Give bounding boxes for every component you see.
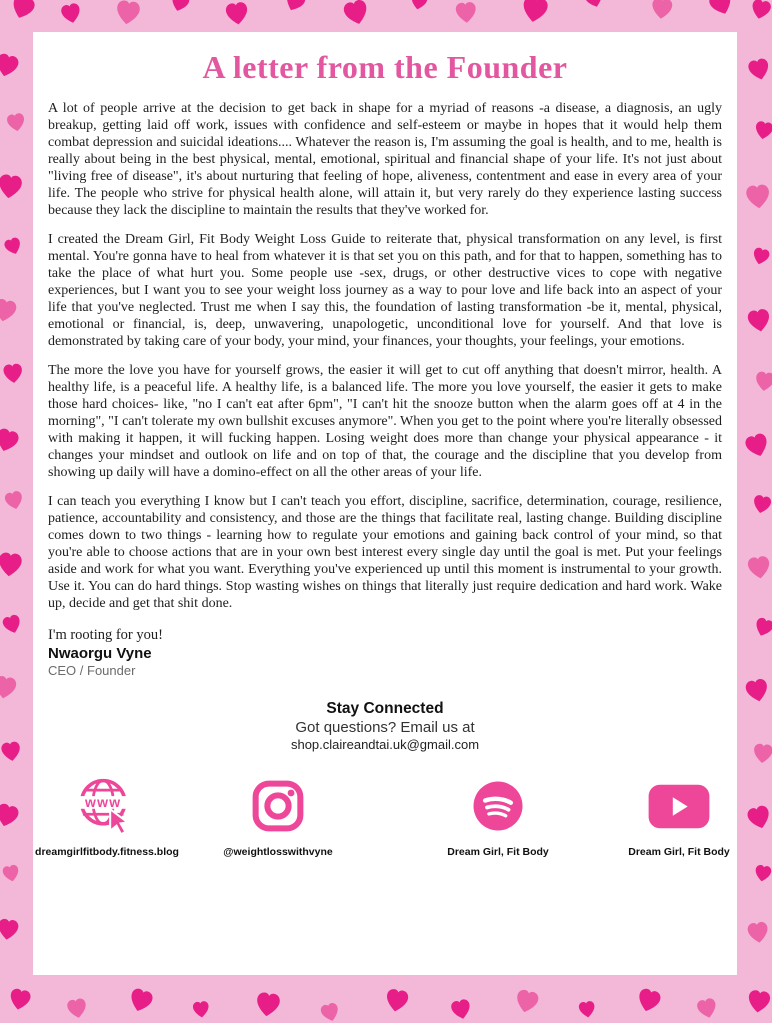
instagram-handle-label: @weightlosswithvyne (223, 846, 333, 858)
heart-decoration (1, 741, 22, 762)
founder-name: Nwaorgu Vyne (48, 645, 152, 662)
heart-decoration (225, 1, 249, 25)
spotify-icon[interactable] (470, 771, 526, 841)
heart-decoration (283, 0, 307, 14)
heart-decoration (66, 998, 87, 1020)
website-globe-icon[interactable] (74, 771, 140, 841)
heart-decoration (747, 989, 771, 1013)
heart-decoration (6, 112, 26, 132)
social-website[interactable] (33, 771, 197, 858)
heart-decoration (753, 616, 772, 638)
spotify-label: Dream Girl, Fit Body (447, 846, 549, 858)
signoff-message: I'm rooting for you! (48, 627, 163, 643)
heart-decoration (3, 236, 23, 256)
youtube-label: Dream Girl, Fit Body (628, 846, 730, 858)
signoff-block (48, 626, 722, 679)
heart-decoration (514, 988, 540, 1014)
heart-decoration (578, 1000, 596, 1018)
heart-decoration (744, 432, 771, 459)
heart-decoration (192, 1001, 209, 1018)
website-label: dreamgirlfitbody.fitness.blog (35, 846, 179, 858)
heart-decoration (0, 427, 20, 454)
heart-decoration (255, 992, 281, 1018)
heart-decoration (385, 988, 410, 1013)
heart-decoration (0, 918, 19, 941)
stay-connected-heading: Stay Connected (326, 700, 444, 717)
social-links-row (35, 771, 730, 867)
heart-decoration (753, 743, 772, 764)
heart-decoration (754, 864, 772, 882)
heart-decoration (8, 988, 32, 1012)
heart-decoration (744, 678, 769, 704)
heart-decoration (410, 0, 429, 11)
heart-decoration (636, 987, 662, 1014)
heart-decoration (747, 555, 771, 579)
stay-connected-subheading: Got questions? Email us at (295, 719, 475, 736)
heart-decoration (0, 174, 23, 200)
heart-decoration (342, 0, 370, 27)
heart-decoration (450, 998, 472, 1020)
heart-decoration (754, 371, 772, 392)
heart-decoration (1, 614, 23, 636)
heart-decoration (747, 308, 772, 333)
heart-decoration (3, 363, 23, 384)
instagram-icon[interactable] (249, 771, 307, 841)
founder-role: CEO / Founder (48, 663, 136, 678)
letter-paragraph-1: A lot of people arrive at the decision to get back in shape for a myriad of reasons -a disease, a diagnosis, an ugly breakup, getting laid off work, issues with confidence and self-esteem or maybe in hopes that it would help them combat depression and suicidal ideations.... Whatever the reason is, I'm assuming the goal is health, and to me, health is really about being in the best physical, mental, emotional, spiritual and financial shape of your life. It's not just about "living free of disease", it's about nurturing that feeling of hope, aliveness, contentment and ease in every area of your life. The people who strive for physical health alone, will attain it, but very rarely do they experience lasting success because they lack the discipline to maintain the results that they've worked for. (48, 101, 722, 218)
heart-decoration (583, 0, 605, 9)
heart-decoration (115, 0, 141, 26)
heart-decoration (0, 52, 20, 79)
heart-decoration (0, 675, 17, 700)
letter-paragraph-4: I can teach you everything I know but I can't teach you effort, discipline, sacrifice, determination, courage, resilience, patience, accountability and consistency, and those are the things that facilitate real, lasting change. Building discipline comes down to two things - learning how to regulate your emotions and gaining back control of your mind, so that you're able to choose actions that are in your own best interest every single day until the goal is met. Put your feelings aside and work for what you want. Everything you've experienced up until this moment is instrumental to your growth. Use it. You can do hard things. Stop wasting wishes on things that literally just require dedication and hard work. Wake up, decide and get that shit done. (48, 494, 722, 611)
heart-decoration (4, 490, 25, 511)
letter-paragraph-3: The more the love you have for yourself grows, the easier it will get to cut off anything that doesn't mirror, health. A healthy life, is a peaceful life. A healthy life, is a balanced life. The more you love yourself, the easier it gets to make those hard choices- like, "no I can't eat after 6pm", "I can't hit the snooze button when the alarm goes off at 4 in the morning", "I can't tolerate my own bullshit excuses anymore". When you get to the point where you're literally obsessed with making it happen, it will fucking happen. Losing weight does more than change your physical appearance - it changes your mindset and outlook on life and on top of that, the courage and the discipline that you develop from showing up daily will have a domino-effect on all the other areas of your life. (48, 363, 722, 480)
heart-decoration (2, 864, 21, 883)
heart-decoration (754, 120, 772, 140)
page-title: A letter from the Founder (202, 49, 568, 85)
social-instagram[interactable] (188, 771, 368, 858)
heart-decoration (746, 804, 772, 831)
social-spotify[interactable] (408, 771, 588, 858)
heart-decoration (60, 2, 82, 24)
heart-decoration (127, 987, 154, 1014)
heart-decoration (169, 0, 191, 13)
heart-decoration (455, 2, 477, 24)
heart-decoration (0, 802, 20, 829)
heart-decoration (320, 1002, 341, 1023)
stay-connected-block (48, 699, 722, 753)
heart-decoration (752, 494, 772, 515)
letter-paragraph-2: I created the Dream Girl, Fit Body Weight Loss Guide to reiterate that, physical transformation on any level, is first mental. You're gonna have to heal from whatever it is that set you on this path, and for that to happen, something has to take the place of what hurt you. Some people use -sex, drugs, or other destructive vices to cope with negative experiences, but I want you to see your weight loss journey as a way to pour love and life back into an aspect of your life that you've neglected. Trust me when I say this, the foundation of lasting transformation -be it, mental, physical, emotional or financial, is, deep, unwavering, unapologetic, unconditional love for yourself. And that love is demonstrated by taking care of your body, your mind, your finances, your thoughts, your feelings, your emotions. (48, 232, 722, 349)
heart-decoration (651, 0, 673, 20)
heart-decoration (751, 247, 770, 267)
contact-email[interactable]: shop.claireandtai.uk@gmail.com (290, 737, 480, 752)
svg-text:www: www (85, 794, 122, 811)
heart-decoration (747, 57, 771, 82)
heart-decoration (0, 552, 22, 577)
social-youtube[interactable] (589, 771, 737, 858)
heart-decoration (707, 0, 735, 18)
letter-body (48, 100, 722, 612)
heart-decoration (696, 997, 718, 1020)
heart-decoration (747, 921, 769, 944)
heart-decoration (750, 0, 772, 21)
heart-decoration (521, 0, 549, 24)
heart-decoration (746, 184, 771, 209)
heart-decoration (0, 298, 18, 324)
heart-decoration (9, 0, 36, 21)
letter-card (33, 32, 737, 975)
youtube-icon[interactable] (648, 771, 710, 841)
